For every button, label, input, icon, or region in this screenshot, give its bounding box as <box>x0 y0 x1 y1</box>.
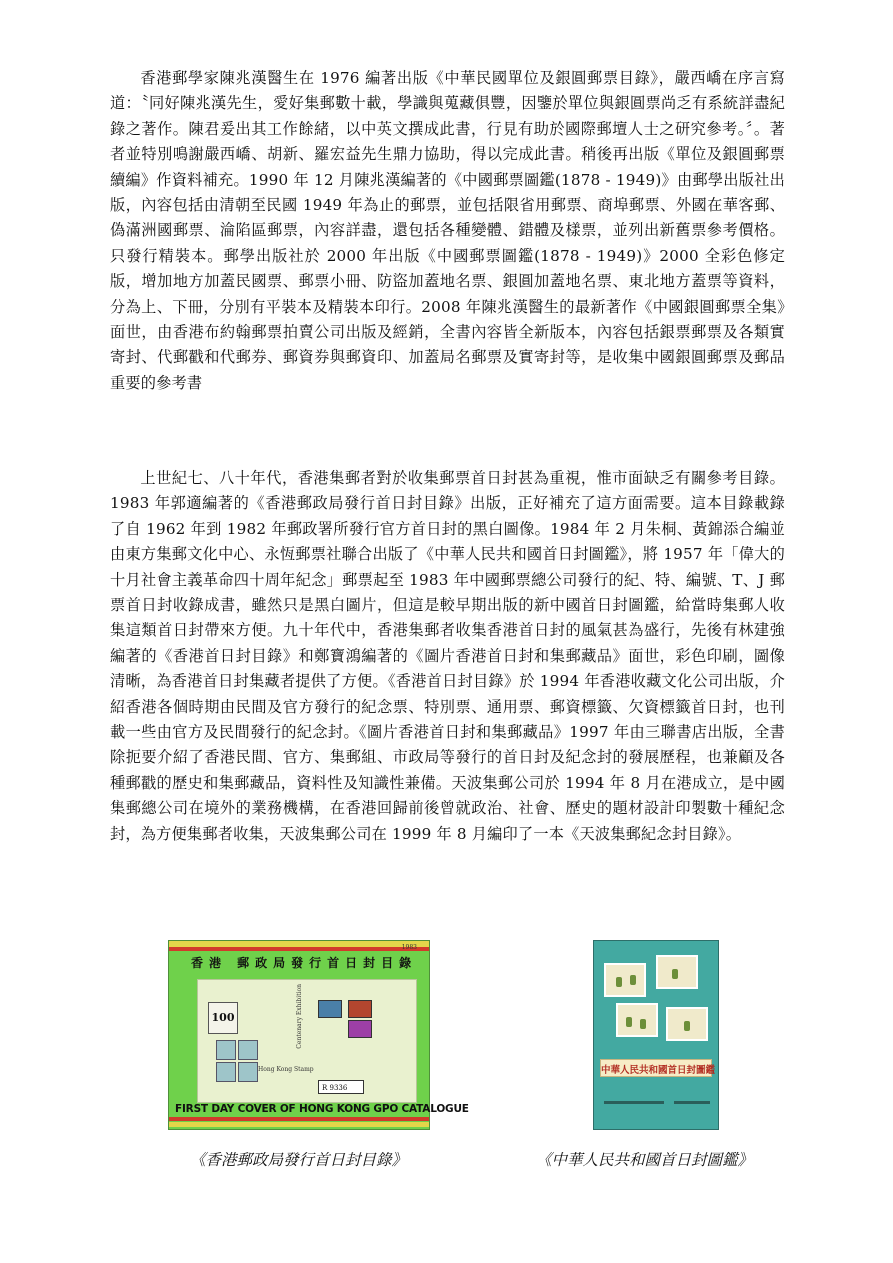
figure-2-caption: 《中華人民共和國首日封圖鑑》 <box>536 1151 754 1169</box>
paragraph-1: 香港郵學家陳兆漢醫生在 1976 編著出版《中華民國單位及銀圓郵票目錄》，嚴西嶠在序言寫道：〝同好陳兆漢先生，愛好集郵數十載，學識與蒐藏俱豐，因鑒於單位與銀圓票尚乏有系統詳盡紀錄之著作。陳君爰出其工作餘緒，以中英文撰成此書，行見有助於國際郵壇人士之研究參考。〞。著者並特別鳴謝嚴西嶠、胡新、羅宏益先生鼎力協助，得以完成此書。稍後再出版《單位及銀圓郵票續編》作資料補充。1990 年 12 月陳兆漢編著的《中國郵票圖鑑(1878 - 1949)》由郵學出版社出版，內容包括由清朝至民國 1949 年為止的郵票，並包括限省用郵票、商埠郵票、外國在華客郵、偽滿洲國郵票、淪陷區郵票，內容詳盡，還包括各種變體、錯體及樣票，並列出新舊票參考價格。只發行精裝本。郵學出版社於 2000 年出版《中國郵票圖鑑(1878 - 1949)》2000 全彩色修定版，增加地方加蓋民國票、郵票小冊、防盜加蓋地名票、銀圓加蓋地名票、東北地方蓋票等資料，分為上、下冊，分別有平裝本及精裝本印行。2008 年陳兆漢醫生的最新著作《中國銀圓郵票全集》面世，由香港布約翰郵票拍賣公司出版及經銷，全書內容皆全新版本，內容包括銀票郵票及各類實寄封、代郵戳和代郵券、郵資券與郵資印、加蓋局名郵票及實寄封等，是收集中國銀圓郵票及郵品重要的參考書 <box>110 69 785 392</box>
cover-stamp-tile <box>616 1003 658 1037</box>
cover-stamp-square <box>216 1040 236 1060</box>
cover-publisher-line <box>604 1101 664 1104</box>
cover-stamp-square <box>238 1040 258 1060</box>
hk-gpo-fdc-catalogue-cover-image <box>168 940 469 1130</box>
cover-title-band <box>600 1059 716 1077</box>
cover-bottom-yellow-stripe <box>169 1122 429 1127</box>
figure-1-caption: 《香港郵政局發行首日封目錄》 <box>190 1151 408 1169</box>
cover-stamp-tile <box>666 1007 708 1041</box>
cover-postage-stamp <box>348 1020 372 1038</box>
cover-postage-stamp <box>318 1000 342 1018</box>
cover-year: 1983 <box>401 944 417 951</box>
cover-stamp-club-text: Hong Kong Stamp <box>258 1066 314 1073</box>
cover-postage-stamp <box>348 1000 372 1018</box>
cover-bottom-red-stripe <box>169 1117 429 1121</box>
cover-registration-label: R 9336 <box>318 1080 364 1094</box>
cover-stamp-tile <box>604 963 646 997</box>
prc-fdc-catalogue-cover-image <box>593 940 719 1130</box>
cover-top-red-stripe <box>169 947 429 951</box>
cover-stamp-tile <box>656 955 698 989</box>
cover-stamp-square <box>238 1062 258 1082</box>
cover-envelope <box>197 979 417 1103</box>
cover-vertical-text: Centenary Exhibition <box>296 984 303 1049</box>
cover-header-text: 香港 郵政局發行首日封目錄 <box>191 956 418 970</box>
cover-publisher-line <box>674 1101 710 1104</box>
cover-stamp-square <box>216 1062 236 1082</box>
cover-footer-text: FIRST DAY COVER OF HONG KONG GPO CATALOGUE <box>175 1103 469 1115</box>
cover-100-emblem: 100 <box>208 1002 238 1034</box>
paragraph-2: 上世紀七、八十年代，香港集郵者對於收集郵票首日封甚為重視，惟市面缺乏有關參考目錄。1983 年郭適編著的《香港郵政局發行首日封目錄》出版，正好補充了這方面需要。這本目錄載錄了自 1962 年到 1982 年郵政署所發行官方首日封的黑白圖像。1984 年 2 月朱桐、黃錦添合編並由東方集郵文化中心、永恆郵票社聯合出版了《中華人民共和國首日封圖鑑》，將 1957 年「偉大的十月社會主義革命四十周年紀念」郵票起至 1983 年中國郵票總公司發行的紀、特、編號、T、J 郵票首日封收錄成書，雖然只是黑白圖片，但這是較早期出版的新中國首日封圖鑑，給當時集郵人收集這類首日封帶來方便。九十年代中，香港集郵者收集香港首日封的風氣甚為盛行，先後有林建強編著的《香港首日封目錄》和鄭寶鴻編著的《圖片香港首日封和集郵藏品》面世，彩色印刷，圖像清晰，為香港首日封集藏者提供了方便。《香港首日封目錄》於 1994 年香港收藏文化公司出版，介紹香港各個時期由民間及官方發行的紀念票、特別票、通用票、郵資標籤、欠資標籤首日封，也刊載一些由官方及民間發行的紀念封。《圖片香港首日封和集郵藏品》1997 年由三聯書店出版，全書除扼要介紹了香港民間、官方、集郵組、市政局等發行的首日封及紀念封的發展歷程，也兼顧及各種郵戳的歷史和集郵藏品，資料性及知識性兼備。天波集郵公司於 1994 年 8 月在港成立，是中國集郵總公司在境外的業務機構，在香港回歸前後曾就政治、社會、歷史的題材設計印製數十種紀念封，為方便集郵者收集，天波集郵公司在 1999 年 8 月編印了一本《天波集郵紀念封目錄》。 <box>110 469 785 843</box>
cover-title-text: 中華人民共和國首日封圖鑑 <box>601 1065 716 1076</box>
